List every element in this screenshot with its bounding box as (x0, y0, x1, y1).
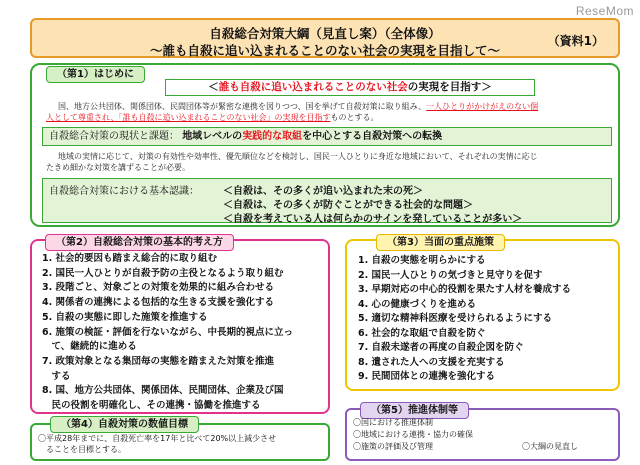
list-item: 〇国における推進体制 (353, 418, 433, 427)
list-item: 〇大綱の見直し (522, 442, 578, 451)
title-banner (30, 18, 620, 58)
list-item: 2. 国民一人ひとりの気づきと見守りを促す (358, 269, 543, 281)
list-item: 〇施策の評価及び管理 (353, 442, 433, 451)
section1-paragraph2: 地域の実情に応じて、対策の有効性や効率性、優先順位などを検討し、国民一人ひとりに身近な地域において、それぞれの実情に応じ (58, 152, 538, 161)
page-title: 自殺総合対策大綱（見直し案）（全体像） (209, 26, 441, 41)
section5-tag: （第5）推進体制等 (360, 402, 469, 419)
recognition-line-1: ＜自殺は、その多くが追い込まれた末の死＞ (223, 186, 423, 197)
section1-tag: （第1）はじめに (46, 66, 145, 83)
watermark-logo: ReseMom (575, 4, 634, 18)
current-issues-label: 自殺総合対策の現状と課題： (49, 131, 179, 142)
recognition-line-2: ＜自殺は、その多くが防ぐことができる社会的な問題＞ (223, 200, 473, 211)
slogan-highlight: 誰も自殺に追い込まれることのない社会 (218, 81, 408, 93)
section2-list (42, 252, 326, 414)
list-item: 〇地域における連携・協力の確保 (353, 430, 473, 439)
list-item: 1. 社会的要因も踏まえ総合的に取り組む (42, 253, 218, 264)
para1-part-c: 人として尊重され、「誰も自殺に追い込まれることのない社会」の実現を目指す (46, 113, 331, 122)
para1-part-d: ものとする。 (330, 113, 379, 122)
list-item: 7. 政策対象となる集団毎の実態を踏まえた対策を推進 (42, 355, 275, 367)
list-item: て、継続的に進める (42, 341, 137, 353)
list-item: 4. 関係者の連携による包括的な生きる支援を強化する (42, 297, 275, 309)
para1-part-b: 一人ひとりがかけがえのない個 (426, 102, 539, 111)
target-line-1: 〇平成28年までに、自殺死亡率を17年と比べて20%以上減少させ (38, 434, 277, 443)
list-item: 民の役割を明確化し、その連携・協働を推進する (42, 400, 261, 412)
list-item: 6. 施策の検証・評価を行ないながら、中長期的視点に立っ (42, 326, 294, 338)
list-item: 5. 適切な精神科医療を受けられるようにする (358, 313, 553, 324)
section1-paragraph2-cont: たきめ細かな対策を講ずることが必要。 (46, 163, 190, 172)
list-item: 8. 国、地方公共団体、関係団体、民間団体、企業及び国 (42, 385, 284, 397)
list-item: 8. 遺された人への支援を充実する (358, 356, 505, 368)
section1-paragraph1-cont (46, 112, 612, 123)
list-item: 6. 社会的な取組で自殺を防ぐ (358, 327, 486, 339)
current-issues-a: 地域レベルの (182, 131, 243, 142)
list-item: 3. 早期対応の中心的役割を果たす人材を養成する (358, 284, 572, 295)
slogan-post: の実現を目指す＞ (407, 81, 492, 93)
section2-tag: （第2）自殺総合対策の基本的考え方 (45, 234, 234, 251)
list-item: する (42, 370, 71, 382)
list-item: 1. 自殺の実態を明らかにする (358, 255, 486, 266)
section3-tag: （第3）当面の重点施策 (376, 234, 505, 251)
list-item: 7. 自殺未遂者の再度の自殺企図を防ぐ (358, 342, 524, 353)
basic-recognition-label: 自殺総合対策における基本認識： (49, 186, 199, 197)
list-item: 3. 段階ごと、対象ごとの対策を効果的に組み合わせる (42, 282, 275, 294)
list-item: 9. 民間団体との連携を強化する (358, 371, 496, 382)
list-item: 5. 自殺の実態に即した施策を推進する (42, 311, 208, 323)
para1-part-a: 国、地方公共団体、関係団体、民間団体等が緊密な連携を図りつつ、国を挙げて自殺対策に取り組み、 (58, 102, 427, 111)
section4-tag: （第4）自殺対策の数値目標 (50, 416, 199, 433)
section3-list (358, 254, 616, 385)
page-subtitle: ～誰も自殺に追い込まれることのない社会の実現を目指して～ (149, 43, 500, 58)
slogan-pre: ＜ (208, 81, 219, 93)
current-issues-b: を中心とする自殺対策への転換 (302, 131, 443, 142)
list-item: 2. 国民一人ひとりが自殺予防の主役となるよう取り組む (42, 267, 284, 279)
current-issues-row (42, 127, 612, 146)
document-number: （資料1） (547, 34, 604, 48)
current-issues-highlight: 実践的な取組 (242, 131, 303, 142)
basic-recognition-box (42, 178, 612, 223)
section1-slogan (165, 79, 535, 96)
recognition-line-3: ＜自殺を考えている人は何らかのサインを発していることが多い＞ (223, 214, 523, 225)
list-item: 4. 心の健康づくりを進める (358, 298, 477, 310)
target-line-2: ることを目標とする。 (46, 445, 126, 454)
section1-paragraph1 (58, 101, 613, 112)
